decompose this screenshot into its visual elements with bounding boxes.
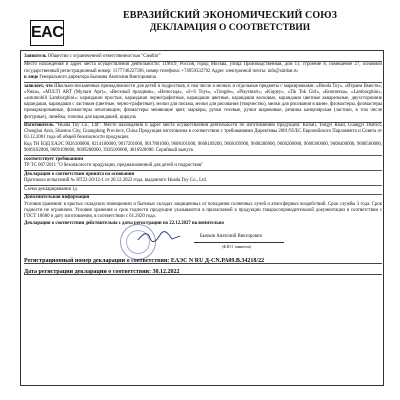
declaration-body <box>24 54 382 276</box>
basis-text: Протокола испытаний № НТ22-20/12-1 от 20.12.2022 года, выданного Huada Toy Co., Ltd. <box>24 178 207 184</box>
extra-text: Условия хранения: в крытых складских помещениях и бытовых складах защищенных от попадания солнечных лучей и атмосферных воздействий. Срок службы 3 года. Срок годности не ограничен. Условия хранения и срок годности продукции указываются в прилагаемой к продукции товаросопроводительной документации в соответствии с ГОСТ 18680 и дату изготовления, в соответствии с 01.2020 года. <box>24 201 382 219</box>
signature-line <box>194 242 284 243</box>
document-header <box>74 10 386 34</box>
registration-number: Регистрационный номер декларации о соответствии: ЕАЭС N RU Д-CN.РА09.В.34218/22 <box>24 257 382 265</box>
declaration-page <box>14 6 386 394</box>
extra-label: Дополнительная информация <box>24 194 90 200</box>
applicant-details: Место нахождения и адрес места осуществления деятельности: 119619, Россия, город Москва, улица Производственная, дом 11, строение 8, помещение 27, основной государственный регистрационный номер: 1177746227596, номер телефона: +74959332702 Адрес электронной почты: info@simbat.ru <box>24 62 382 74</box>
applicant-representative: в лице Генерального директора Бычкова Анатолия Викторовича <box>24 75 156 81</box>
manufacturer-line: Изготовитель "Huada Toy Co., Ltd". Место нахождения и адрес места осуществления деятельности по изготовлению продукции: Kimali, Tongyi Road, Guangyi District, Chenghai Area, Shantou City, Guangdong Province, China Продукция изготовлена в соответствии с требованиями Директивы 2001/95/ЕС Европейского Парламента и Совета от 03.12.2001 года об общей безопасности продукции. <box>24 122 383 141</box>
applicant-line: Заявитель Общество с ограниченной ответственностью "Симбат" <box>24 54 161 59</box>
basis-scheme: Схема декларирования 1д <box>24 186 77 192</box>
validity-text: Декларация о соответствии действительна с даты регистрации по 22.12.2027 включительно <box>24 220 224 226</box>
declaration-title: ДЕКЛАРАЦИЯ О СООТВЕТСТВИИ <box>149 23 311 33</box>
signatory-name: Бычков Анатолий Викторович <box>200 233 262 239</box>
signatory-caption: (Ф.И.О. заявителя) <box>222 244 251 249</box>
underline <box>24 274 382 275</box>
declares-block: заявляет, что Школьно-письменные принадлежности для детей и подростков, в том числе и мелких и отдельные предметы с маркировками: «Hunda Toy», «Играем Вместе», «Умка», «MULTI ART (Мульти Арт)», «Веселый праздник», «Непоседа», «S+S Toys», «Tongde», «Playsmart», «Kiqqey», «Tik Tok Girl», «Кнопочка», «Lamborghini», «automobili Lamborghini»: карандаши простые, карандаши чернографитные, карандаши цветные, карандаши восковые, карандаши цветные акварельные, двухсторонние карандаши, карандаши с ластиком (цветные, черно-графитные), мелки для письма, мелки для рисования (творчество), мелки для рисования в ванне, фломастеры, фломастеры промаркированные, фломастеры печатающие; фломастеры меняющие цвет, маркеры, ручки гелевые, ручки шариковые, резинка канцелярская (ластики, в том числе фигурные), линейка, точилка для карандашей, циркуль <box>24 83 383 120</box>
registration-date: Дата регистрации декларации о соответствии: 30.12.2022 <box>24 268 382 276</box>
requirements-label: соответствует требованиям <box>24 156 84 162</box>
tnved-codes: Код ТН ВЭД ЕАЭС 9026100000, 8214100000, 9017201000, 9017801000, 9608101000, 9608109200, 9608109900, 9608200000, 9608200000, 9608300000, 9608400000, 9608500000, 9609102000, 9609109000, 9609200000, 3926100000, 4016920000. Серийный выпуск <box>24 141 382 154</box>
handwritten-signature <box>136 230 182 244</box>
underline <box>24 263 382 264</box>
eac-logo: EAC <box>30 20 64 46</box>
union-title: ЕВРАЗИЙСКИЙ ЭКОНОМИЧЕСКИЙ СОЮЗ <box>123 10 337 21</box>
basis-label: Декларация о соответствии принята на основании <box>24 171 135 177</box>
requirements-text: ТР ТС 007/2011 "О безопасности продукции, предназначенной для детей и подростков" <box>24 163 204 169</box>
signature-row <box>24 232 382 254</box>
